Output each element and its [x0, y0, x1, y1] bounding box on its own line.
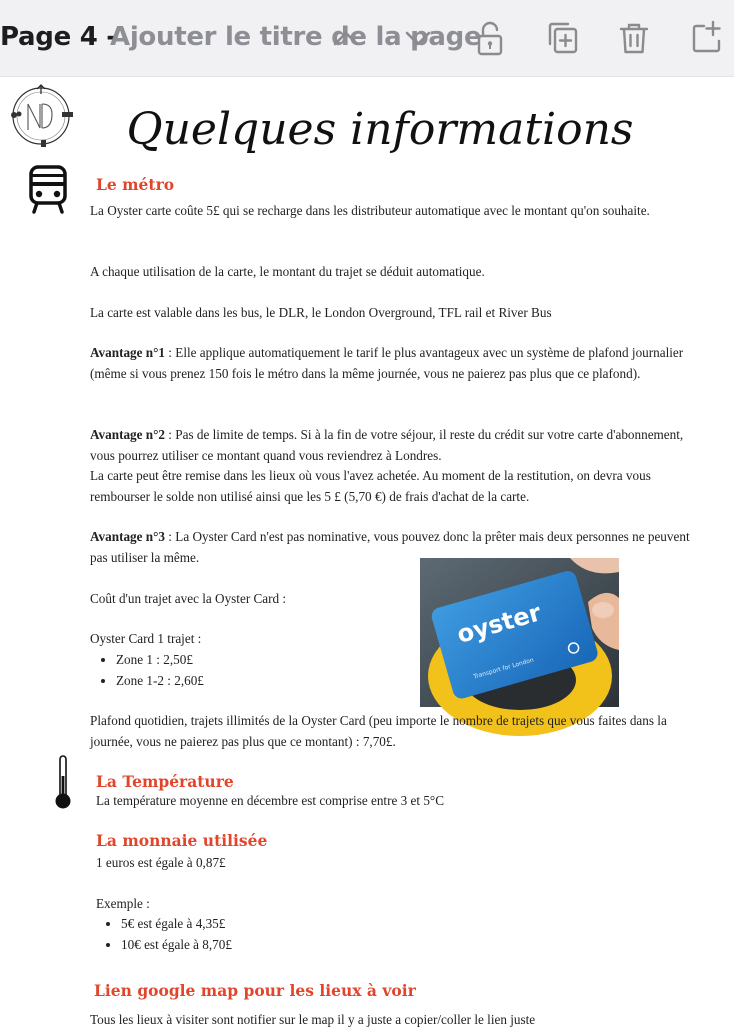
list-item: • 10€ est égale à 8,70£ [121, 935, 421, 956]
add-page-icon [688, 20, 724, 56]
document-title-text: Quelques informations [126, 104, 634, 155]
page-toolbar [0, 0, 734, 77]
metro-train-icon [28, 164, 68, 214]
advantage-1 [90, 343, 700, 384]
metro-heading: Le métro [96, 175, 175, 194]
duplicate-page-button[interactable] [542, 18, 582, 58]
page-number-label: Page 4 - [0, 22, 117, 52]
temperature-text: La température moyenne en décembre est comprise entre 3 et 5°C [96, 793, 445, 808]
advantage-1-text: : Elle applique automatiquement le tarif le plus avantageux avec un système de plafond journalier (même si vous prenez 150 fois le métro dans la même journée, vous ne paierez pas plus que ce plafond). [90, 345, 684, 381]
chevron-up-icon [328, 20, 364, 56]
duplicate-icon [544, 20, 580, 56]
money-text: 1 euros est égale à 0,87£ [96, 855, 226, 870]
advantage-1-label: Avantage n°1 [90, 345, 165, 360]
delete-page-button[interactable] [614, 18, 654, 58]
list-item: • Zone 1 : 2,50£ [116, 650, 416, 671]
list-item: • Zone 1-2 : 2,60£ [116, 671, 416, 692]
trash-icon [616, 20, 652, 56]
advantage-2-label: Avantage n°2 [90, 427, 165, 442]
previous-page-button[interactable] [326, 18, 366, 58]
cap-paragraph: Plafond quotidien, trajets illimités de la Oyster Card (peu importe le nombre de trajets que vous faites dans la journée, vous ne paierez pas plus que ce montant) : 7,70£. [90, 713, 667, 749]
money-examples-list [95, 914, 421, 955]
cost-label: Oyster Card 1 trajet : [90, 631, 202, 646]
cost-intro: Coût d'un trajet avec la Oyster Card : [90, 591, 287, 606]
temperature-heading: La Température [96, 772, 234, 791]
advantage-3-label: Avantage n°3 [90, 529, 165, 544]
money-heading: La monnaie utilisée [96, 831, 268, 850]
page-title-input[interactable]: Ajouter le titre de la page [110, 22, 482, 52]
next-page-button[interactable] [398, 18, 438, 58]
lock-page-button[interactable] [470, 18, 510, 58]
money-example-label: Exemple : [96, 896, 150, 911]
thermometer-icon [52, 754, 74, 812]
list-item: • 5€ est égale à 4,35£ [121, 914, 421, 935]
photo-card-text: oyster [453, 598, 545, 649]
advantage-2-text: : Pas de limite de temps. Si à la fin de votre séjour, il reste du crédit sur votre carte d'abonnement, vous pourrez utiliser ce montant quand vous reviendrez à Londres. [90, 427, 684, 463]
oyster-card-photo [420, 558, 619, 707]
refund-paragraph: La carte peut être remise dans les lieux où vous l'avez achetée. Au moment de la restitution, on devra vous rembourser le solde non utilisé ainsi que les 5 £ (5,70 €) de frais d'achat de la carte. [90, 468, 651, 504]
photo-card-sub: Transport for London [472, 656, 535, 681]
add-page-button[interactable] [686, 18, 726, 58]
advantage-2 [90, 425, 700, 466]
cost-list [90, 650, 416, 691]
metro-paragraph-3: La carte est valable dans les bus, le DLR, le London Overground, TFL rail et River Bus [90, 305, 552, 320]
map-text: Tous les lieux à visiter sont notifier sur le map il y a juste a copier/coller le lien juste [90, 1012, 536, 1027]
unlock-icon [472, 20, 508, 56]
document-title [126, 88, 634, 178]
metro-paragraph-1: La Oyster carte coûte 5£ qui se recharge dans les distributeur automatique avec le montant qu'on souhaite. [90, 203, 650, 218]
compass-logo-icon [6, 84, 76, 150]
map-heading: Lien google map pour les lieux à voir [94, 981, 416, 1000]
chevron-down-icon [400, 20, 436, 56]
metro-paragraph-2: A chaque utilisation de la carte, le montant du trajet se déduit automatique. [90, 264, 485, 279]
advantage-3-text: : La Oyster Card n'est pas nominative, vous pouvez donc la prêter mais deux personnes ne peuvent pas utiliser la même. [90, 529, 690, 565]
